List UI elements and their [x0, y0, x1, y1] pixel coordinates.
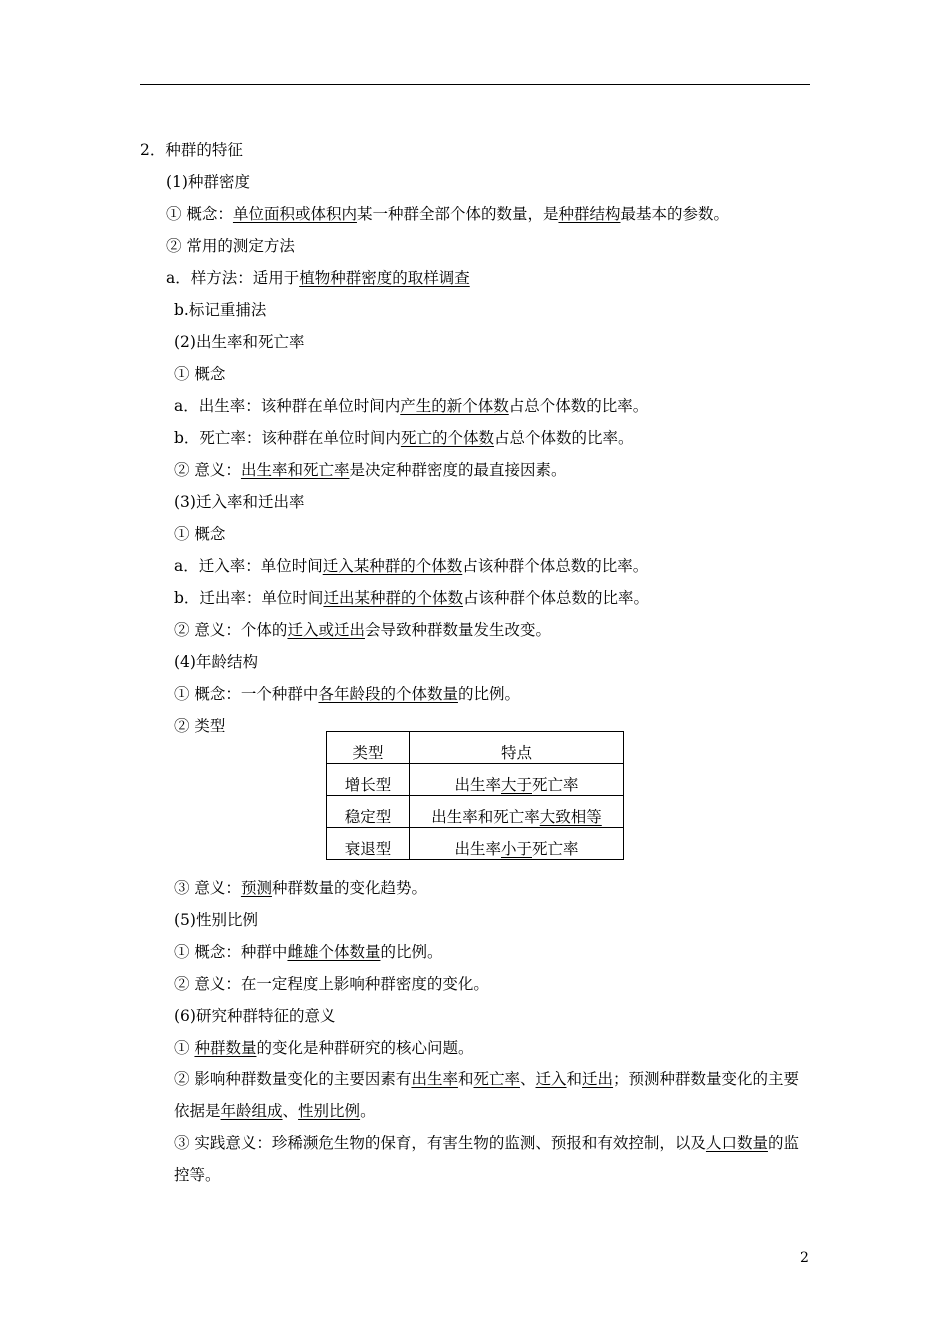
table-cell-feature: 出生率大于死亡率: [410, 764, 624, 796]
table-row: [327, 828, 624, 860]
density-method-b: b.标记重捕法: [174, 301, 267, 319]
birth-rate-definition: a．出生率：该种群在单位时间内产生的新个体数占总个体数的比率。: [174, 397, 649, 415]
research-point-2: ② 影响种群数量变化的主要因素有出生率和死亡率、迁入和迁出；预测种群数量变化的主要依据是年龄组成、性别比例。: [174, 1070, 800, 1120]
age-heading: (4)年龄结构: [174, 653, 258, 671]
table-header-cell: 类型: [327, 732, 410, 764]
migration-concept-heading: ① 概念: [174, 525, 226, 543]
death-rate-definition: b．死亡率：该种群在单位时间内死亡的个体数占总个体数的比率。: [174, 429, 634, 447]
age-concept: ① 概念：一个种群中各年龄段的个体数量的比例。: [174, 685, 520, 703]
table-header-row: [327, 732, 624, 764]
age-structure-table: [326, 731, 624, 860]
table-cell-type: 衰退型: [327, 828, 410, 860]
density-methods-heading: ② 常用的测定方法: [166, 237, 295, 255]
header-rule: [140, 84, 810, 85]
table-cell-type: 增长型: [327, 764, 410, 796]
table-header-cell: 特点: [410, 732, 624, 764]
table-cell-feature: 出生率和死亡率大致相等: [410, 796, 624, 828]
immigration-rate-definition: a．迁入率：单位时间迁入某种群的个体数占该种群个体总数的比率。: [174, 557, 649, 575]
birth-death-heading: (2)出生率和死亡率: [174, 333, 305, 351]
sex-concept: ① 概念：种群中雌雄个体数量的比例。: [174, 943, 443, 961]
section-heading: 2．种群的特征: [140, 141, 243, 159]
table-row: [327, 796, 624, 828]
research-heading: (6)研究种群特征的意义: [174, 1007, 336, 1025]
birth-death-meaning: ② 意义：出生率和死亡率是决定种群密度的最直接因素。: [174, 461, 567, 479]
table-cell-feature: 出生率小于死亡率: [410, 828, 624, 860]
migration-meaning: ② 意义：个体的迁入或迁出会导致种群数量发生改变。: [174, 621, 551, 639]
page-number: 2: [800, 1250, 809, 1266]
sex-meaning: ② 意义：在一定程度上影响种群密度的变化。: [174, 975, 489, 993]
density-heading: (1)种群密度: [166, 173, 250, 191]
table-row: [327, 764, 624, 796]
density-method-a: a．样方法：适用于植物种群密度的取样调查: [166, 269, 470, 287]
age-meaning: ③ 意义：预测种群数量的变化趋势。: [174, 879, 427, 897]
birth-death-concept-heading: ① 概念: [174, 365, 226, 383]
research-point-1: ① 种群数量的变化是种群研究的核心问题。: [174, 1039, 474, 1057]
sex-heading: (5)性别比例: [174, 911, 258, 929]
research-point-3: ③ 实践意义：珍稀濒危生物的保育，有害生物的监测、预报和有效控制，以及人口数量的监控等。: [174, 1134, 799, 1184]
age-types-heading: ② 类型: [174, 717, 226, 735]
emigration-rate-definition: b．迁出率：单位时间迁出某种群的个体数占该种群个体总数的比率。: [174, 589, 649, 607]
density-concept: ① 概念：单位面积或体积内某一种群全部个体的数量，是种群结构最基本的参数。: [166, 205, 729, 223]
migration-heading: (3)迁入率和迁出率: [174, 493, 305, 511]
table-cell-type: 稳定型: [327, 796, 410, 828]
